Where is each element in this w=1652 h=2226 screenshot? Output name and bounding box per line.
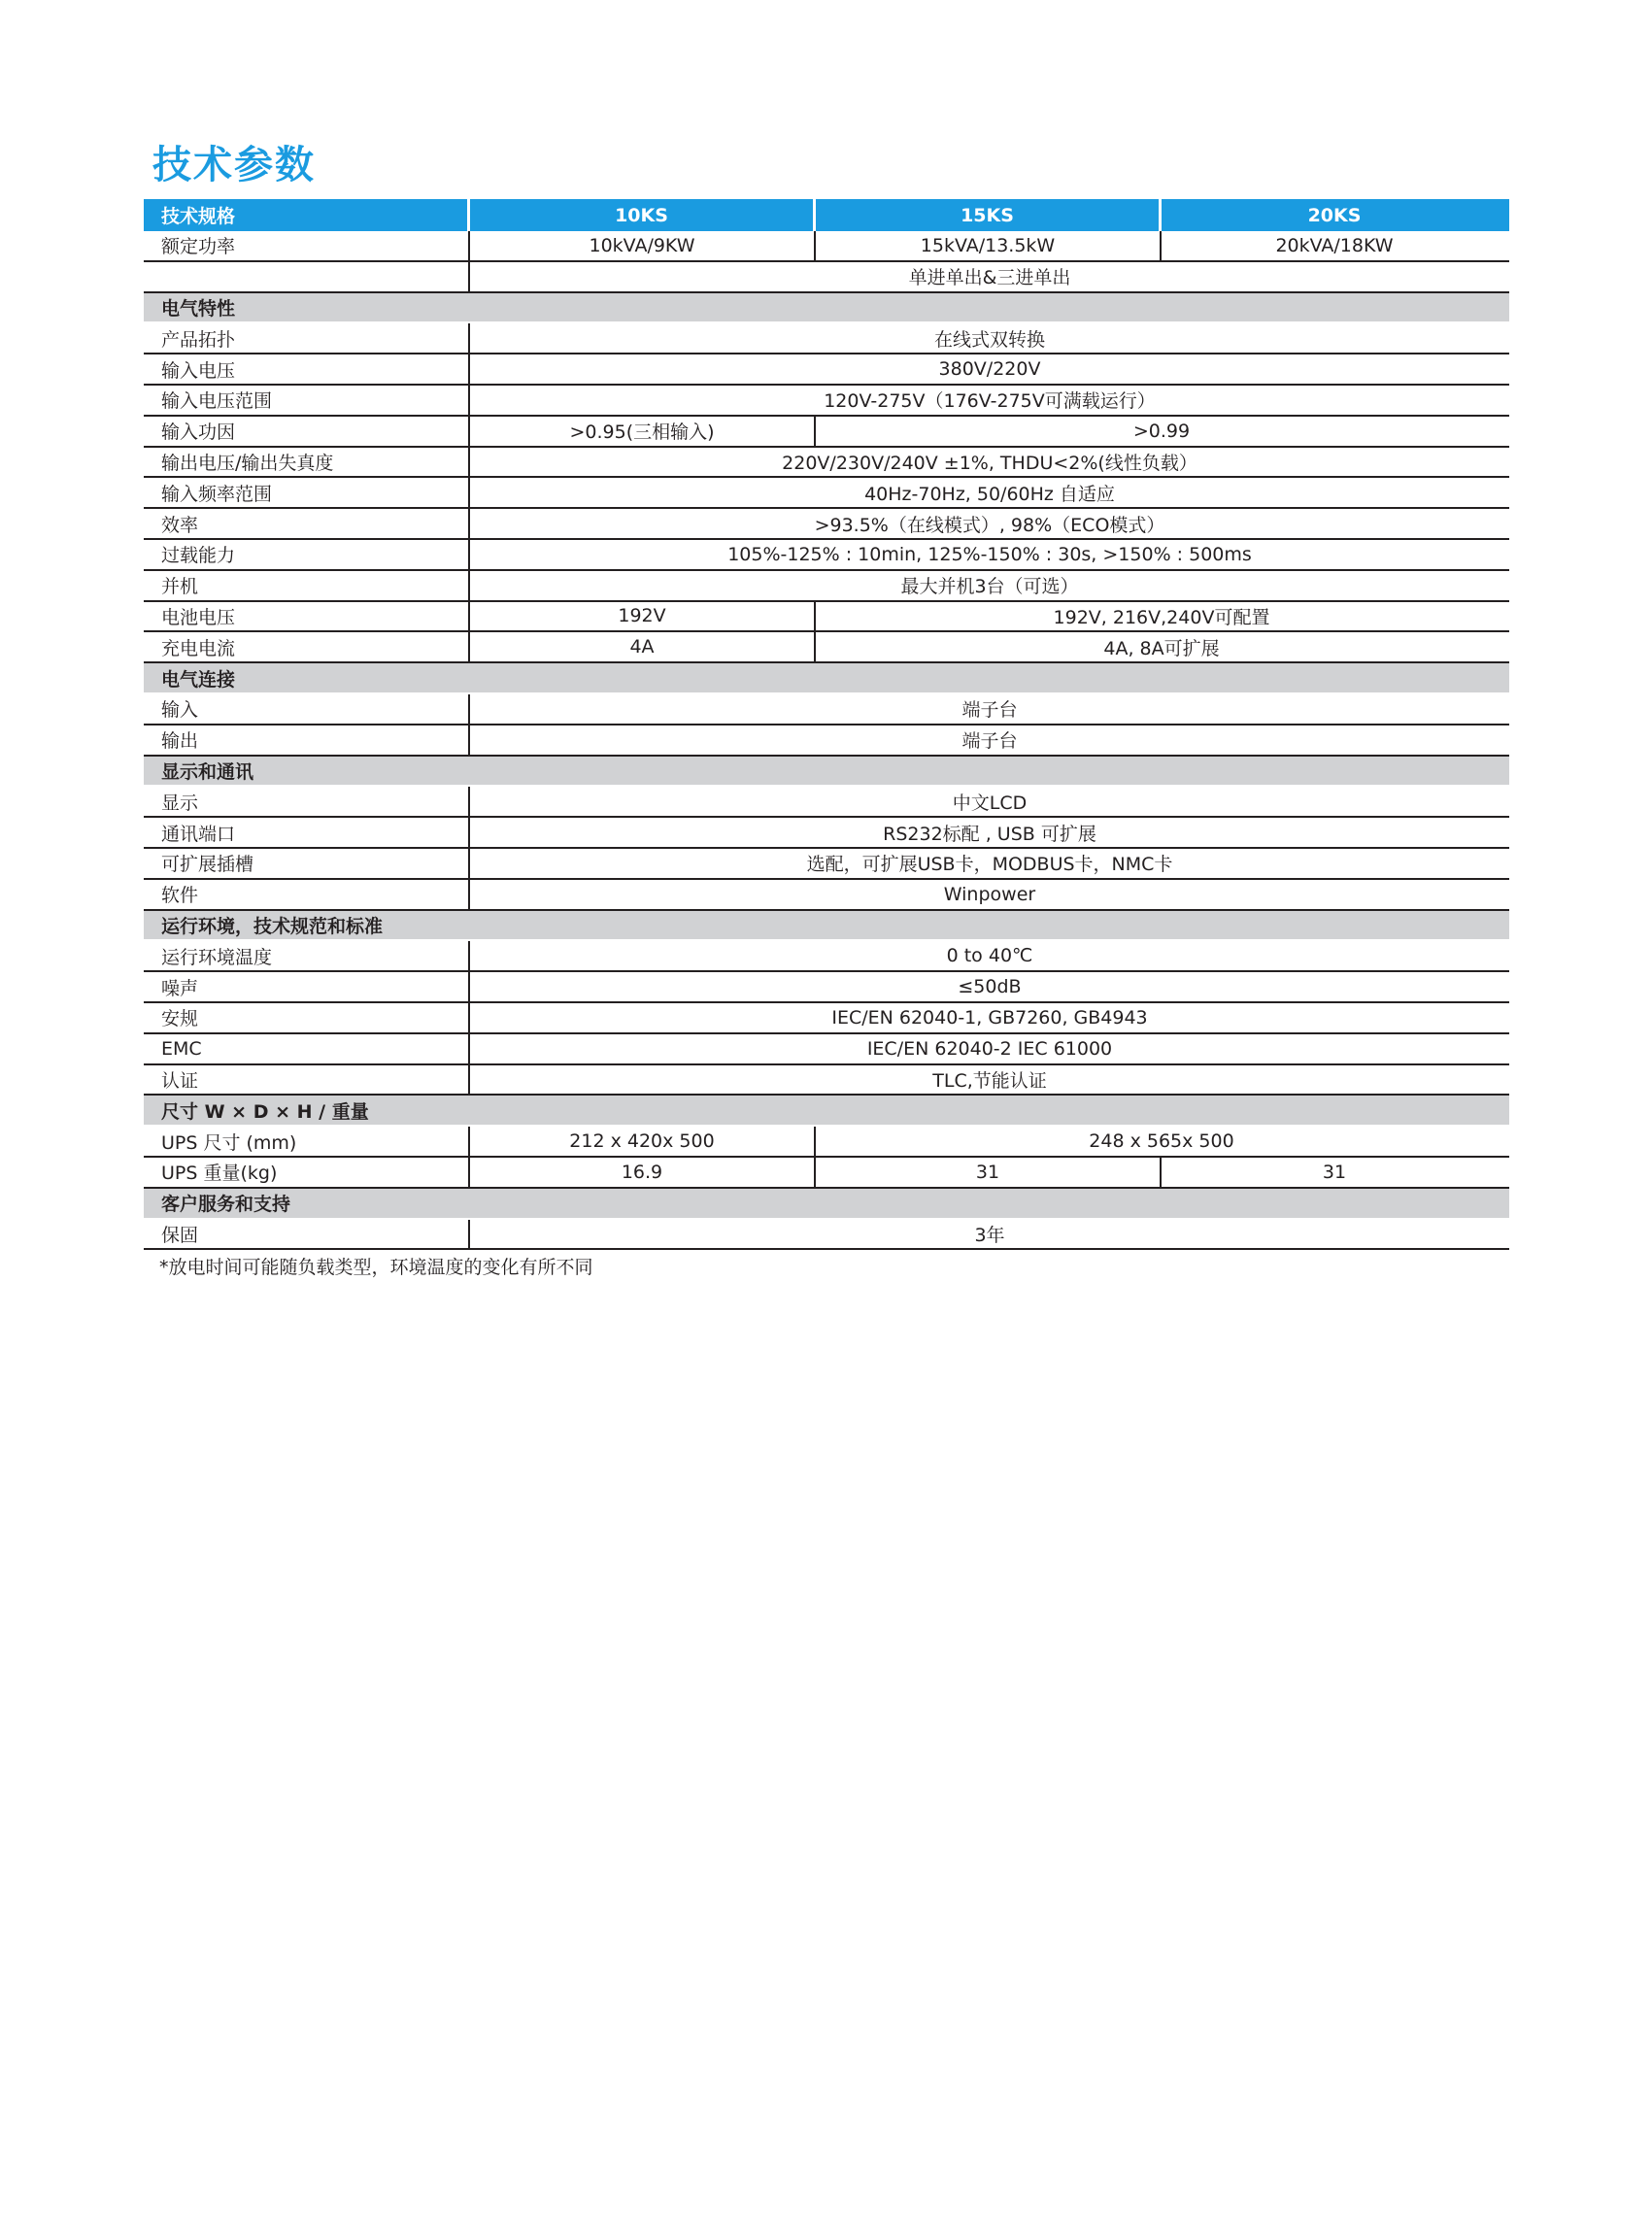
row-value: 单进单出&三进单出 — [908, 267, 1071, 289]
table-row — [144, 478, 1509, 509]
table-row — [144, 818, 1509, 849]
row-value: 中文LCD — [952, 792, 1028, 814]
row-value: 192V, 216V,240V可配置 — [1053, 606, 1270, 628]
table-row — [144, 323, 1509, 354]
section-header — [144, 293, 1509, 324]
table-row — [144, 972, 1509, 1003]
row-value: 0 to 40℃ — [946, 945, 1033, 967]
row-value: 105%-125% : 10min, 125%-150% : 30s, >150% : 500ms — [727, 543, 1252, 565]
footnote: *放电时间可能随负载类型，环境温度的变化有所不同 — [159, 1257, 593, 1278]
table-row — [144, 787, 1509, 818]
table-row — [144, 448, 1509, 479]
table-row — [144, 1034, 1509, 1065]
row-value: >0.95(三相输入) — [470, 417, 816, 446]
section-header — [144, 663, 1509, 694]
table-row — [144, 849, 1509, 880]
row-label: 充电电流 — [144, 632, 470, 661]
section-title: 运行环境，技术规范和标准 — [161, 915, 384, 937]
section-header — [144, 757, 1509, 788]
table-row — [144, 1065, 1509, 1096]
row-value: 248 x 565x 500 — [1089, 1130, 1234, 1152]
table-row — [144, 880, 1509, 911]
row-label — [144, 262, 470, 291]
row-label: 通讯端口 — [144, 818, 470, 847]
section-title: 电气特性 — [161, 297, 236, 320]
row-value: 15kVA/13.5kW — [816, 231, 1162, 260]
table-header — [144, 199, 1509, 231]
section-title: 显示和通讯 — [161, 760, 254, 783]
table-row — [144, 509, 1509, 540]
table-row — [144, 386, 1509, 417]
table-row — [144, 725, 1509, 757]
row-value: 选配，可扩展USB卡，MODBUS卡，NMC卡 — [806, 854, 1173, 876]
table-row — [144, 417, 1509, 448]
row-value: 3年 — [974, 1224, 1005, 1246]
row-value: 4A, 8A可扩展 — [1103, 637, 1220, 659]
row-label: UPS 重量(kg) — [144, 1158, 470, 1187]
row-label: 输出电压/输出失真度 — [144, 448, 470, 477]
row-label: 输入 — [144, 694, 470, 724]
row-label: 噪声 — [144, 972, 470, 1001]
row-value: 120V-275V（176V-275V可满载运行） — [824, 390, 1156, 413]
row-value: 端子台 — [961, 699, 1018, 722]
section-header — [144, 1189, 1509, 1220]
row-value: 4A — [470, 632, 816, 661]
row-label: 显示 — [144, 787, 470, 816]
row-value: 端子台 — [961, 730, 1018, 753]
row-value: 40Hz-70Hz, 50/60Hz 自适应 — [864, 483, 1115, 505]
row-value: >93.5%（在线模式）, 98%（ECO模式） — [814, 514, 1165, 536]
row-value: IEC/EN 62040-1, GB7260, GB4943 — [831, 1006, 1148, 1029]
row-label: 认证 — [144, 1065, 470, 1095]
section-title: 尺寸 W × D × H / 重量 — [161, 1100, 369, 1123]
table-row — [144, 231, 1509, 262]
row-value: IEC/EN 62040-2 IEC 61000 — [866, 1037, 1113, 1060]
table-row — [144, 1220, 1509, 1251]
table-row — [144, 694, 1509, 725]
row-value: 16.9 — [470, 1158, 816, 1187]
row-value: 31 — [816, 1158, 1162, 1187]
row-value: 最大并机3台（可选） — [900, 576, 1079, 598]
section-header — [144, 1096, 1509, 1127]
row-value: Winpower — [943, 883, 1036, 905]
table-row — [144, 262, 1509, 293]
row-value: 220V/230V/240V ±1%, THDU<2%(线性负载） — [782, 452, 1197, 474]
table-row — [144, 1127, 1509, 1158]
row-value: 192V — [470, 602, 816, 631]
table-row — [144, 632, 1509, 663]
row-value: 31 — [1322, 1161, 1347, 1183]
section-title: 客户服务和支持 — [161, 1194, 291, 1216]
row-label: EMC — [144, 1034, 470, 1063]
row-value: 20kVA/18KW — [1275, 234, 1394, 256]
row-label: 产品拓扑 — [144, 323, 470, 353]
table-row — [144, 540, 1509, 571]
section-title: 电气连接 — [161, 668, 236, 691]
header-label: 技术规格 — [144, 199, 470, 231]
row-label: 保固 — [144, 1220, 470, 1249]
row-label: 输入电压范围 — [144, 386, 470, 415]
row-label: 运行环境温度 — [144, 941, 470, 970]
row-label: 并机 — [144, 571, 470, 600]
table-row — [144, 1003, 1509, 1034]
row-label: 输出 — [144, 725, 470, 755]
row-label: 效率 — [144, 509, 470, 538]
row-label: 安规 — [144, 1003, 470, 1032]
table-row — [144, 602, 1509, 633]
row-value: 380V/220V — [938, 358, 1041, 381]
row-label: 过载能力 — [144, 540, 470, 569]
row-value: 10kVA/9KW — [470, 231, 816, 260]
row-label: UPS 尺寸 (mm) — [144, 1127, 470, 1156]
row-value: TLC,节能认证 — [932, 1069, 1047, 1092]
row-label: 输入频率范围 — [144, 478, 470, 507]
row-value: RS232标配 , USB 可扩展 — [883, 823, 1096, 845]
header-model-10ks: 10KS — [470, 199, 816, 231]
row-value: ≤50dB — [958, 976, 1022, 998]
header-model-20ks: 20KS — [1307, 204, 1362, 226]
row-label: 电池电压 — [144, 602, 470, 631]
row-label: 输入功因 — [144, 417, 470, 446]
header-model-15ks: 15KS — [816, 199, 1162, 231]
spec-table — [144, 199, 1509, 1250]
table-row — [144, 354, 1509, 386]
table-row — [144, 941, 1509, 972]
row-value: >0.99 — [1132, 420, 1191, 442]
row-label: 软件 — [144, 880, 470, 909]
row-value: 212 x 420x 500 — [470, 1127, 816, 1156]
table-row — [144, 1158, 1509, 1189]
page-title: 技术参数 — [152, 143, 316, 187]
row-value: 在线式双转换 — [933, 328, 1045, 351]
row-label: 额定功率 — [144, 231, 470, 260]
row-label: 可扩展插槽 — [144, 849, 470, 878]
section-header — [144, 911, 1509, 942]
row-label: 输入电压 — [144, 354, 470, 384]
table-row — [144, 571, 1509, 602]
